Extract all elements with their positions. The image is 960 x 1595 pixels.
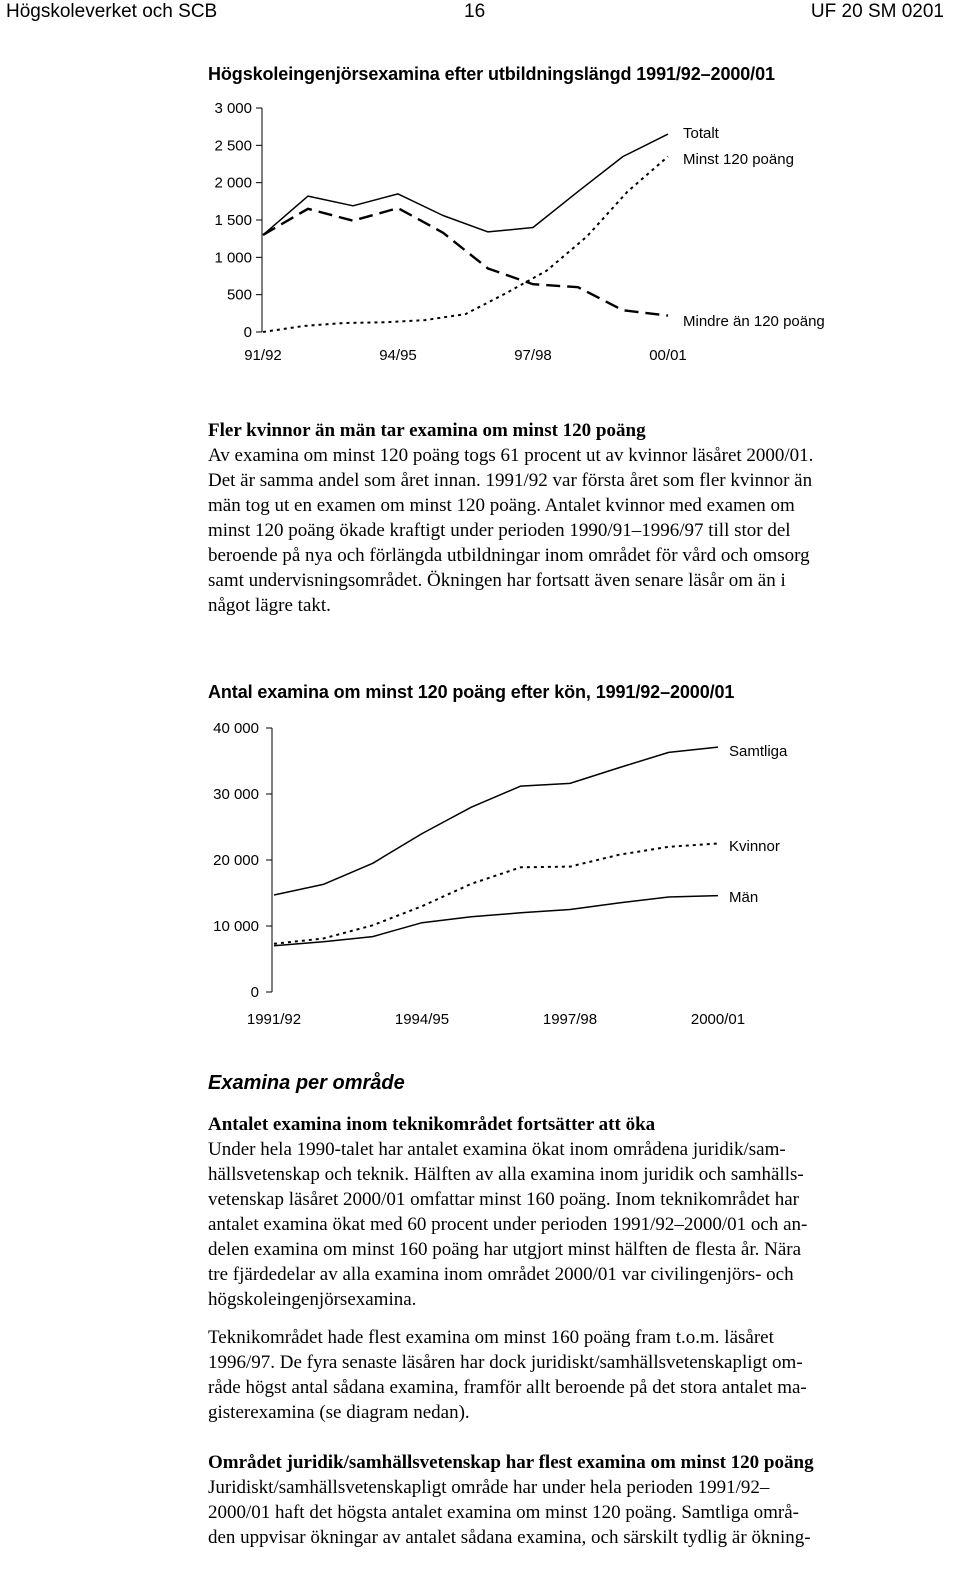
section1-text (208, 418, 948, 618)
section2-p2-line: Teknikområdet hade flest examina om minst 160 poäng fram t.o.m. läsåret (208, 1327, 774, 1348)
y-tick-label: 20 000 (213, 852, 259, 869)
section2-p1-line: högskoleingenjörsexamina. (208, 1289, 417, 1310)
series-label: Män (729, 889, 759, 906)
series-label: Minst 120 poäng (683, 151, 794, 168)
section1-line: män tog ut en examen om minst 120 poäng. Antalet kvinnor med examen om (208, 495, 795, 516)
header-series-code: UF 20 SM 0201 (810, 1, 944, 22)
x-tick-label: 1994/95 (394, 1011, 450, 1028)
header-publisher: Högskoleverket och SCB (6, 1, 218, 22)
x-tick-label: 94/95 (379, 347, 417, 364)
section1-line: Av examina om minst 120 poäng togs 61 procent ut av kvinnor läsåret 2000/01. (208, 445, 814, 466)
section2-p2-line: gisterexamina (se diagram nedan). (208, 1402, 470, 1423)
y-tick-label: 0 (243, 324, 252, 341)
series-line-m-n (274, 896, 718, 946)
y-tick-label: 1 000 (214, 249, 252, 267)
section2-p2-line: 1996/97. De fyra senaste läsåren har dock juridiskt/samhällsvetenskapligt om- (208, 1352, 803, 1373)
x-tick-label: 00/01 (649, 347, 687, 364)
section2-p2-line: råde högst antal sådana examina, framför allt beroende på det stora antalet ma- (208, 1377, 807, 1398)
chart1-title: Högskoleingenjörsexamina efter utbildningslängd 1991/92–2000/01 (208, 64, 775, 84)
section2-subheading2: Området juridik/samhällsvetenskap har flest examina om minst 120 poäng (208, 1452, 814, 1473)
section1-heading: Fler kvinnor än män tar examina om minst 120 poäng (208, 420, 646, 441)
section2-p1-line: antalet examina ökat med 60 procent under perioden 1991/92–2000/01 och an- (208, 1214, 808, 1235)
series-label: Totalt (683, 125, 719, 142)
section2-p1-line: delen examina om minst 160 poäng har utgjort minst hälften de flesta år. Nära (208, 1239, 802, 1260)
y-tick-label: 2 500 (214, 137, 252, 155)
section1-line: samt undervisningsområdet. Ökningen har fortsatt även senare läsår om än i (208, 570, 786, 591)
x-tick-label: 91/92 (244, 347, 282, 364)
section2-p3-line: den uppvisar ökningar av antalet sådana examina, och särskilt tydlig är ökning- (208, 1527, 811, 1548)
section2-p1-line: hällsvetenskap och teknik. Hälften av alla examina inom juridik och samhälls- (208, 1164, 804, 1185)
section1-line: något lägre takt. (208, 595, 331, 616)
section1-line: minst 120 poäng ökade kraftigt under perioden 1990/91–1996/97 till stor del (208, 520, 791, 541)
section2-heading: Examina per område (208, 1072, 405, 1094)
section1-line: Det är samma andel som året innan. 1991/92 var första året som fler kvinnor än (208, 470, 813, 491)
section2-p3-line: Juridiskt/samhällsvetenskapligt område har under hela perioden 1991/92– (208, 1477, 770, 1498)
section2-text (208, 1112, 948, 1550)
section2-subheading: Antalet examina inom teknikområdet fortsätter att öka (208, 1114, 656, 1135)
series-label: Kvinnor (729, 838, 780, 855)
section2-p1-line: vetenskap läsåret 2000/01 omfattar minst 160 poäng. Inom teknikområdet har (208, 1189, 799, 1210)
y-tick-label: 3 000 (214, 100, 252, 117)
y-tick-label: 40 000 (213, 720, 259, 737)
page-number: 16 (464, 1, 486, 22)
section2-p1-line: Under hela 1990-talet har antalet examina ökat inom områdena juridik/sam- (208, 1139, 786, 1160)
chart2-title: Antal examina om minst 120 poäng efter kön, 1991/92–2000/01 (208, 682, 735, 702)
section1-line: beroende på nya och förlängda utbildningar inom området för vård och omsorg (208, 545, 810, 566)
section2-p3-line: 2000/01 haft det högsta antalet examina om minst 120 poäng. Samtliga områ- (208, 1502, 799, 1523)
chart2 (0, 710, 960, 1050)
series-line-kvinnor (274, 844, 718, 944)
series-line-samtliga (274, 747, 718, 895)
x-tick-label: 1997/98 (542, 1011, 598, 1028)
x-tick-label: 2000/01 (690, 1011, 746, 1028)
y-tick-label: 10 000 (213, 918, 259, 935)
series-label: Samtliga (729, 743, 788, 760)
section2-p1-line: tre fjärdedelar av alla examina inom området 2000/01 var civilingenjörs- och (208, 1264, 794, 1285)
y-tick-label: 0 (250, 984, 259, 1001)
y-tick-label: 1 500 (214, 212, 252, 229)
y-tick-label: 2 000 (214, 174, 252, 192)
x-tick-label: 97/98 (514, 347, 552, 364)
series-label: Mindre än 120 poäng (683, 313, 825, 330)
page-header (0, 0, 960, 26)
y-tick-label: 500 (226, 286, 252, 304)
series-line-totalt (263, 134, 668, 235)
chart1 (0, 90, 960, 470)
x-tick-label: 1991/92 (246, 1011, 302, 1028)
series-line-minst-120-po-ng (263, 157, 668, 333)
y-tick-label: 30 000 (213, 786, 259, 803)
